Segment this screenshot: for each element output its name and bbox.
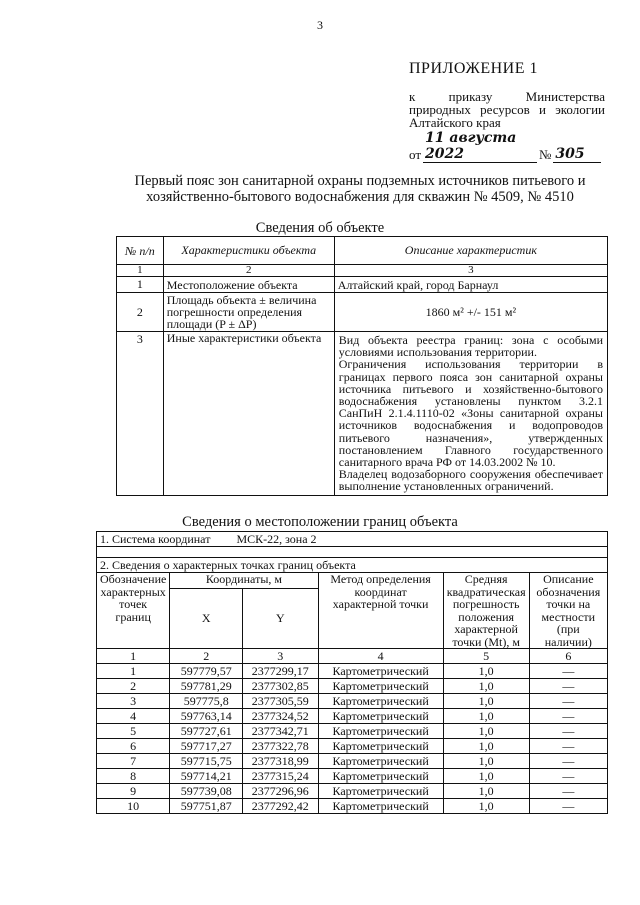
mean-error: 1,0 xyxy=(443,694,529,709)
coord-x: 597751,87 xyxy=(170,799,243,814)
annex-order-reference: к приказу Министерства природных ресурсов и экологии Алтайского края xyxy=(409,89,605,130)
points-label: 2. Сведения о характерных точках границ объекта xyxy=(97,558,608,573)
spacer-row xyxy=(97,547,608,558)
coordinate-system xyxy=(97,532,608,547)
description-paragraph: Вид объекта реестра границ: зона с особыми условиями использования территории. xyxy=(338,333,603,360)
characteristic-name: Местоположение объекта xyxy=(163,277,334,293)
boundary-points-table xyxy=(96,531,608,814)
handwritten-number: 305 xyxy=(553,146,601,163)
point-number: 5 xyxy=(97,724,170,739)
header-point: Обозначение характерных точек границ xyxy=(97,573,170,649)
point-description: — xyxy=(529,799,607,814)
location-section-title: Сведения о местоположении границ объекта xyxy=(182,514,458,530)
column-number: 2 xyxy=(170,649,243,664)
mean-error: 1,0 xyxy=(443,709,529,724)
header-error: Средняя квадратическая погрешность положения характерной точки (Mt), м xyxy=(443,573,529,649)
document-title: Первый пояс зон санитарной охраны подземных источников питьевого и хозяйственно-бытового водоснабжения для скважин № 4509, № 4510 xyxy=(134,173,586,205)
header-method: Метод определения координат характерной точки xyxy=(318,573,443,649)
table-row xyxy=(117,293,608,332)
characteristic-value: 1860 м² +/- 151 м² xyxy=(334,293,607,332)
coord-y: 2377302,85 xyxy=(243,679,318,694)
header-characteristic: Характеристики объекта xyxy=(163,237,334,265)
characteristic-name: Площадь объекта ± величина погрешности определения площади (P ± ΔP) xyxy=(163,293,334,332)
column-number: 1 xyxy=(97,649,170,664)
row-number: 2 xyxy=(117,293,164,332)
point-description: — xyxy=(529,754,607,769)
method: Картометрический xyxy=(318,664,443,679)
table-row xyxy=(117,332,608,496)
coord-y: 2377322,78 xyxy=(243,739,318,754)
point-description: — xyxy=(529,694,607,709)
point-number: 1 xyxy=(97,664,170,679)
table-row xyxy=(117,277,608,293)
mean-error: 1,0 xyxy=(443,724,529,739)
table-row xyxy=(97,754,608,769)
object-info-table xyxy=(116,236,608,496)
header-x: X xyxy=(170,589,243,649)
point-description: — xyxy=(529,784,607,799)
point-description: — xyxy=(529,739,607,754)
mean-error: 1,0 xyxy=(443,664,529,679)
column-number: 3 xyxy=(334,265,607,277)
method: Картометрический xyxy=(318,799,443,814)
column-number: 6 xyxy=(529,649,607,664)
point-number: 7 xyxy=(97,754,170,769)
header-point-description: Описание обозначения точки на местности (при наличии) xyxy=(529,573,607,649)
method: Картометрический xyxy=(318,694,443,709)
coord-y: 2377292,42 xyxy=(243,799,318,814)
coord-x: 597779,57 xyxy=(170,664,243,679)
table-row xyxy=(97,694,608,709)
table-row xyxy=(97,664,608,679)
description-paragraph: Владелец водозаборного сооружения обеспечивает выполнение установленных ограничений. xyxy=(338,467,603,494)
table-row xyxy=(97,739,608,754)
coord-system-value: МСК-22, зона 2 xyxy=(236,531,317,546)
point-number: 3 xyxy=(97,694,170,709)
point-number: 8 xyxy=(97,769,170,784)
mean-error: 1,0 xyxy=(443,754,529,769)
method: Картометрический xyxy=(318,769,443,784)
characteristic-value: Алтайский край, город Барнаул xyxy=(334,277,607,293)
object-section-title: Сведения об объекте xyxy=(255,220,385,236)
column-number: 2 xyxy=(163,265,334,277)
coord-x: 597763,14 xyxy=(170,709,243,724)
coord-y: 2377318,99 xyxy=(243,754,318,769)
point-description: — xyxy=(529,724,607,739)
point-description: — xyxy=(529,679,607,694)
annex-date-line xyxy=(409,130,601,163)
coord-x: 597781,29 xyxy=(170,679,243,694)
coord-x: 597739,08 xyxy=(170,784,243,799)
page-number: 3 xyxy=(317,18,323,32)
point-number: 4 xyxy=(97,709,170,724)
point-number: 6 xyxy=(97,739,170,754)
method: Картометрический xyxy=(318,784,443,799)
column-number: 3 xyxy=(243,649,318,664)
coord-system-label: 1. Система координат xyxy=(100,531,211,546)
coord-x: 597727,61 xyxy=(170,724,243,739)
table-row xyxy=(97,679,608,694)
mean-error: 1,0 xyxy=(443,739,529,754)
mean-error: 1,0 xyxy=(443,679,529,694)
coord-y: 2377315,24 xyxy=(243,769,318,784)
point-description: — xyxy=(529,709,607,724)
coord-y: 2377296,96 xyxy=(243,784,318,799)
point-description: — xyxy=(529,664,607,679)
header-description: Описание характеристик xyxy=(334,237,607,265)
header-coordinates: Координаты, м xyxy=(170,573,318,589)
coord-y: 2377342,71 xyxy=(243,724,318,739)
points-body xyxy=(97,664,608,814)
point-number: 10 xyxy=(97,799,170,814)
column-number: 1 xyxy=(117,265,164,277)
coord-x: 597717,27 xyxy=(170,739,243,754)
number-prefix: № xyxy=(539,147,552,162)
table-row xyxy=(97,724,608,739)
point-description: — xyxy=(529,769,607,784)
characteristic-name: Иные характеристики объекта xyxy=(163,332,334,496)
coord-x: 597714,21 xyxy=(170,769,243,784)
coord-x: 597715,75 xyxy=(170,754,243,769)
date-prefix: от xyxy=(409,147,422,162)
header-y: Y xyxy=(243,589,318,649)
characteristic-value xyxy=(334,332,607,496)
method: Картометрический xyxy=(318,679,443,694)
mean-error: 1,0 xyxy=(443,784,529,799)
point-number: 9 xyxy=(97,784,170,799)
handwritten-date: 11 августа 2022 xyxy=(423,130,537,163)
table-row xyxy=(97,709,608,724)
coord-y: 2377299,17 xyxy=(243,664,318,679)
method: Картометрический xyxy=(318,724,443,739)
method: Картометрический xyxy=(318,754,443,769)
header-number: № п/п xyxy=(117,237,164,265)
method: Картометрический xyxy=(318,739,443,754)
row-number: 1 xyxy=(117,277,164,293)
table-row xyxy=(97,769,608,784)
mean-error: 1,0 xyxy=(443,769,529,784)
mean-error: 1,0 xyxy=(443,799,529,814)
table-row xyxy=(97,784,608,799)
description-paragraph: Ограничения использования территории в границах первого пояса зон санитарной охраны источника питьевого и хозяйственно-бытового водоснабжения установлены пунктом 3.2.1 СанПиН 2.1.4.1110-02 «Зоны санитарной охраны источников водоснабжения и водопроводов питьевого назначения», утвержденных постановлением Главного государственного санитарного врача РФ от 14.03.2002 № 10. xyxy=(338,357,603,470)
annex-title: ПРИЛОЖЕНИЕ 1 xyxy=(409,60,539,77)
point-number: 2 xyxy=(97,679,170,694)
coord-y: 2377305,59 xyxy=(243,694,318,709)
column-number: 4 xyxy=(318,649,443,664)
method: Картометрический xyxy=(318,709,443,724)
table-row xyxy=(97,799,608,814)
coord-y: 2377324,52 xyxy=(243,709,318,724)
coord-x: 597775,8 xyxy=(170,694,243,709)
column-number: 5 xyxy=(443,649,529,664)
row-number: 3 xyxy=(117,332,164,496)
